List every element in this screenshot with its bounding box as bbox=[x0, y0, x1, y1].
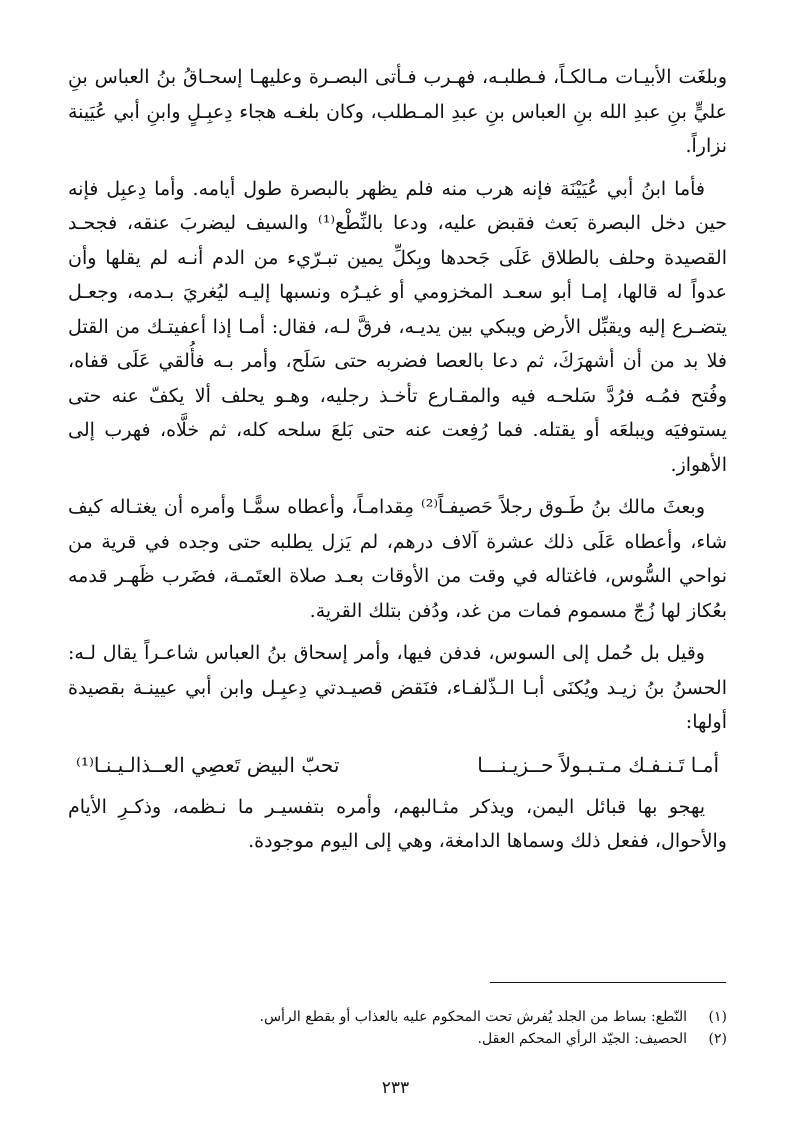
footnote-text: الحصيف: الجيّد الرأي المحكم العقل. bbox=[477, 1031, 687, 1047]
paragraph-2: فأما ابنُ أبي عُيَيْنَة فإنه هرب منه فلم يظهر بالبصرة طول أيامه. وأما دِعبِل فإنه حين دخل البصرة بَعث فقبض عليه، ودعا بالنِّطْع⁽¹⁾ والسيف ليضربَ عنقه، فجحـد القصيدة وحلف بالطلاق عَلَى جَحدها وبِكلِّ يمين تبـرّيء من الدم أنـه لم يقلها وأن عدواً له قالها، إمـا أبو سعـد المخزومي أو غيـرُه ونسبها إليـه ليُغريَ بـدمه، وجعـل يتضـرع إليه ويقبِّل الأرض ويبكي بين يديـه، فرقَّ لـه، فقال: أمـا إذا أعفيتـك من القتل فلا بد من أن أشهرَكَ، ثم دعا بالعصا فضربه حتى سَلَح، وأمر بـه فأُلقي عَلَى قفاه، وفُتح فمُـه فرُدَّ سَلحـه فيه والمقـارع تأخـذ رجليه، وهـو يحلف ألا يكفّ عنه حتى يستوفيَه ويبلعَه أو يقتله. فما رُفِعت عنه حتى بَلعَ سلحه كله، ثم خلَّاه، فهرب إلى الأهواز. bbox=[68, 177, 727, 476]
verse-second-hemistich: تحبّ البيض تَعصِي العــذالـيـنـا⁽¹⁾ bbox=[76, 752, 340, 777]
paragraph-5: يهجو بها قبائل اليمن، ويذكر مثـالبهم، وأمره بتفسيـر ما نـظمه، وذكـرِ الأيام والأحوال، ففعل ذلك وسماها الدامغة، وهي إلى اليوم موجودة. bbox=[68, 795, 727, 852]
paragraph-4: وقيل بل حُمل إلى السوس، فدفن فيها، وأمر إسحاق بنُ العباس شاعـراً يقال لـه: الحسنُ بنُ زيـد ويُكنَى أبـا الـذّلفـاء، فنَقض قصيـدتي دِعبِـل وابن أبي عيينـة بقصيدة أولها: bbox=[68, 642, 727, 733]
verse-first-hemistich: أمـا تَـنـفـك مـتـبـولاً حــزيـنـــا bbox=[477, 752, 719, 777]
poem-verse bbox=[76, 748, 719, 782]
footnote-2 bbox=[68, 1028, 727, 1050]
footnote-number: (٢) bbox=[708, 1031, 727, 1047]
footnotes bbox=[68, 1006, 727, 1050]
footnote-text: النّطع: بساط من الجلد يُفرش تحت المحكوم عليه بالعذاب أو بقطع الرأس. bbox=[259, 1009, 687, 1025]
paragraph-1: وبلغَت الأبيـات مـالكـاً، فـطلبـه، فهـرب فـأتى البصـرة وعليهـا إسحـاقُ بنُ العباس بنِ عليٍّ بنِ عبدِ الله بنِ العباس بنِ عبدِ المـطلب، وكان بلغـه هجاء دِعبِـلٍ وابنِ أبي عُيَينة نزاراً. bbox=[68, 66, 727, 157]
footnote-1 bbox=[68, 1006, 727, 1028]
footnote-separator bbox=[490, 982, 726, 983]
footnote-number: (١) bbox=[708, 1009, 727, 1025]
page-number: ٢٣٣ bbox=[381, 1078, 410, 1098]
paragraph-3: وبعثَ مالك بنُ طَـوق رجلاً حَصيفـاً⁽²⁾ مِقدامـاً، وأعطاه سمًّـا وأمره أن يغتـاله كيف شاء، وأعطاه عَلَى ذلك عشرة آلاف درهم، لم يَزل يطلبه حتى وجده في قرية من نواحي السُّوس، فاغتاله في وقت من الأوقات بعـد صلاة العتَمـة، فضَرب ظَهـر قدمه بعُكاز لها زُجّ مسموم فمات من غد، ودُفن بتلك القرية. bbox=[68, 496, 727, 622]
